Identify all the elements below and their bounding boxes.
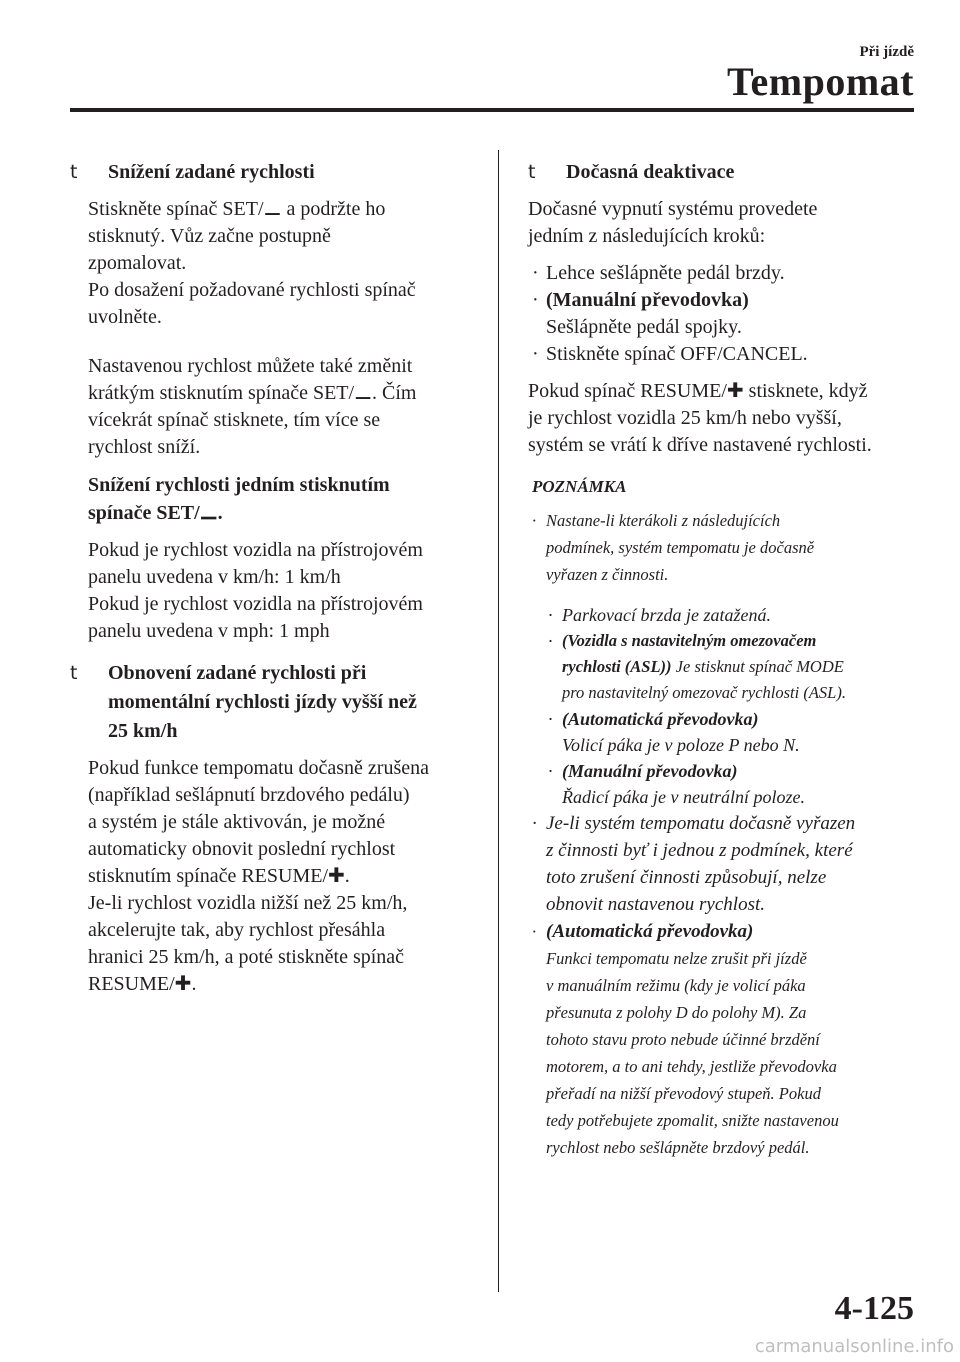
watermark: carmanualsonline.info: [754, 1336, 954, 1357]
bullet-icon: ·: [532, 343, 539, 365]
header-rule: [70, 108, 914, 112]
subheading-single-press: Snížení rychlosti jedním stisknutím spínače SET/⚊.: [88, 474, 390, 524]
bullet-icon: ·: [532, 511, 537, 530]
bullet-icon: ·: [548, 709, 553, 729]
paragraph-resume: Pokud funkce tempomatu dočasně zrušena (například sešlápnutí brzdového pedálu) a systém je stále aktivován, je možné automaticky obnovit poslední rychlost stisknutím spínače RESUME/✚. Je-li rychlost vozidla nižší než 25 km/h, akcelerujte tak, aby rychlost přesáhla hranici 25 km/h, a poté stiskněte spínač RESUME/✚.: [88, 757, 430, 995]
bullet-icon: ·: [532, 262, 539, 284]
note-item: · Je-li systém tempomatu dočasně vyřazen z činnosti byť i jednou z podmínek, které toto zrušení činnosti způsobují, nelze obnovit nastavenou rychlost.: [528, 810, 918, 918]
list-item: · Lehce sešlápněte pedál brzdy.: [528, 260, 918, 287]
right-column: [528, 158, 918, 1161]
bullet-icon: ·: [548, 761, 553, 781]
paragraph-decrease-tap: Nastavenou rychlost můžete také změnit krátkým stisknutím spínače SET/⚊. Čím vícekrát spínač stisknete, tím více se rychlost sníží.: [88, 355, 417, 458]
note-subitem: · (Automatická převodovka) Volicí páka je v poloze P nebo N.: [528, 706, 918, 758]
bullet-icon: ·: [548, 605, 553, 625]
heading-temporary-deactivation: t Dočasná deaktivace: [528, 158, 918, 187]
page-number: 4-125: [834, 1290, 914, 1327]
header-section-label: Při jízdě: [859, 44, 914, 60]
note-subitem: · (Vozidla s nastavitelným omezovačem rychlosti (ASL)) Je stisknut spínač MODE pro nastavitelný omezovač rychlosti (ASL).: [528, 628, 918, 706]
note-label: POZNÁMKA: [532, 477, 627, 496]
heading-resume-speed: t Obnovení zadané rychlosti při momentální rychlosti jízdy vyšší než 25 km/h: [70, 659, 470, 746]
bullet-icon: ·: [532, 813, 537, 834]
bullet-icon: ·: [532, 922, 537, 941]
bullet-icon: ·: [532, 289, 539, 311]
note-item: · (Automatická převodovka) Funkci tempomatu nelze zrušit při jízdě v manuálním režimu (kdy je volicí páka přesunuta z polohy D do polohy M). Za tohoto stavu proto nebude účinné brzdění motorem, a to ani tehdy, jestliže převodovka přeřadí na nižší převodový stupeň. Pokud tedy potřebujete zpomalit, snižte nastavenou rychlost nebo sešlápněte brzdový pedál.: [528, 918, 918, 1161]
note-item: · Nastane-li kterákoli z následujících podmínek, systém tempomatu je dočasně vyřazen z činnosti.: [528, 507, 918, 588]
paragraph-speed-step: Pokud je rychlost vozidla na přístrojovém panelu uvedena v km/h: 1 km/h Pokud je rychlost vozidla na přístrojovém panelu uvedena v mph: 1 mph: [88, 539, 423, 642]
paragraph-decrease-hold: Stiskněte spínač SET/⚊ a podržte ho stisknutý. Vůz začne postupně zpomalovat. Po dosažení požadované rychlosti spínač uvolněte.: [88, 198, 416, 328]
list-item: · Stiskněte spínač OFF/CANCEL.: [528, 341, 918, 368]
section-marker-icon: t: [70, 161, 78, 183]
note-subitem: · Parkovací brzda je zatažená.: [528, 602, 918, 628]
paragraph-resume-note: Pokud spínač RESUME/✚ stisknete, když je rychlost vozidla 25 km/h nebo vyšší, systém se vrátí k dříve nastavené rychlosti.: [528, 380, 872, 456]
page-title: Tempomat: [727, 59, 914, 104]
left-column: [70, 158, 470, 1008]
heading-decrease-speed: t Snížení zadané rychlosti: [70, 158, 470, 187]
section-marker-icon: t: [70, 662, 78, 684]
note-subitem: · (Manuální převodovka) Řadicí páka je v neutrální poloze.: [528, 758, 918, 810]
bullet-icon: ·: [548, 631, 553, 651]
section-marker-icon: t: [528, 161, 536, 183]
list-item: · (Manuální převodovka) Sešlápněte pedál spojky.: [528, 287, 918, 341]
paragraph-deactivation-intro: Dočasné vypnutí systému provedete jedním z následujících kroků:: [528, 198, 818, 247]
column-divider: [498, 150, 499, 1292]
